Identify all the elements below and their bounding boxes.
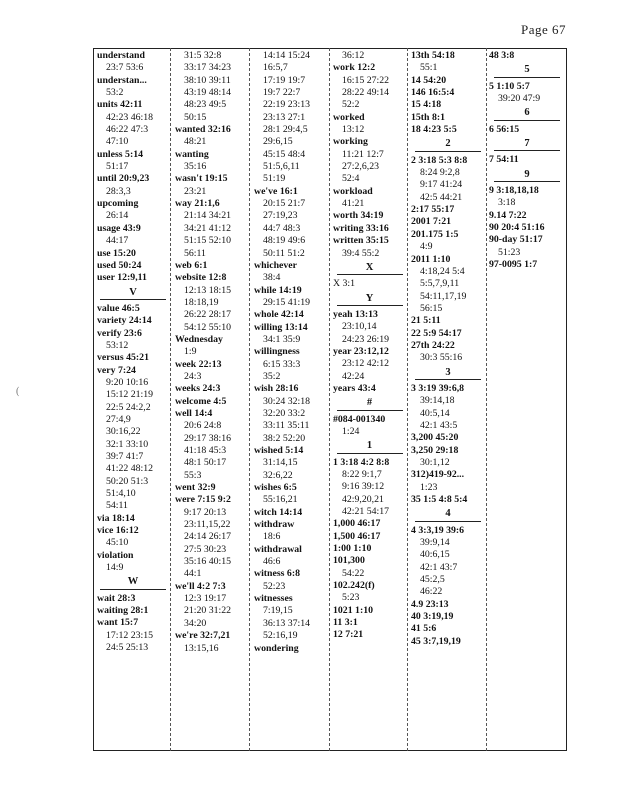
index-term: 6 56:15: [489, 123, 520, 135]
index-reference: 42:1 43:5: [420, 419, 458, 431]
index-term: 15 4:18: [411, 99, 442, 111]
section-rule: [337, 410, 403, 411]
index-term: writing 33:16: [333, 222, 389, 234]
index-reference: 11:21 12:7: [342, 148, 384, 160]
index-reference: 50:20 51:3: [106, 475, 149, 487]
index-term: 90 20:4 51:16: [489, 222, 545, 234]
section-rule: [494, 181, 560, 182]
index-term: 9 3:18,18,18: [489, 185, 539, 197]
index-reference: 29:15 41:19: [263, 296, 311, 308]
section-letter-label: 3: [445, 366, 451, 378]
index-term: use 15:20: [97, 247, 136, 259]
index-reference: 39:20 47:9: [498, 93, 541, 105]
index-term: waiting 28:1: [97, 605, 149, 617]
index-term: 12 7:21: [333, 629, 364, 641]
section-rule: [337, 305, 403, 306]
index-term: witnesses: [254, 593, 293, 605]
margin-mark: (: [16, 386, 20, 397]
section-letter-label: 9: [524, 168, 530, 180]
index-reference: 31:5 32:8: [184, 50, 222, 61]
index-reference: 14:14 15:24: [263, 50, 311, 61]
index-reference: 51:23: [498, 246, 521, 258]
index-reference: 53:2: [106, 87, 124, 99]
section-letter: [411, 367, 485, 380]
index-reference: 42:23 46:18: [106, 111, 154, 123]
index-reference: 15:12 21:19: [106, 389, 154, 401]
index-reference: 30:1,12: [420, 457, 450, 468]
index-reference: 43:19 48:14: [184, 87, 232, 99]
index-reference: 3:18: [498, 197, 516, 209]
index-reference: 34:20: [184, 617, 207, 629]
index-term: usage 43:9: [97, 222, 141, 234]
index-reference: 51:4,10: [106, 488, 136, 500]
index-reference: 40:6,15: [420, 549, 450, 561]
index-reference: 29:6,15: [263, 136, 293, 148]
index-term: wanting: [175, 148, 209, 160]
index-reference: 5:23: [342, 592, 360, 604]
index-term: value 46:5: [97, 302, 140, 314]
index-term: 90-day 51:17: [489, 234, 543, 246]
column-divider: [407, 48, 408, 751]
index-reference: 23:13 27:1: [263, 111, 306, 123]
index-reference: 56:11: [184, 247, 206, 259]
index-reference: 9:17 41:24: [420, 179, 463, 191]
index-reference: 23:7 53:6: [106, 62, 144, 74]
index-term: 201.175 1:5: [411, 228, 459, 240]
index-reference: 33:11 35:11: [263, 420, 310, 432]
index-reference: 35:2: [263, 370, 281, 382]
page-label: Page 67: [520, 22, 566, 37]
index-reference: 24:5 25:13: [106, 642, 149, 654]
index-term: wishes 6:5: [254, 482, 297, 494]
index-term: #084-001340: [333, 413, 386, 425]
index-term: 3 3:19 39:6,8: [411, 382, 465, 394]
index-reference: 46:22 47:3: [106, 124, 149, 136]
index-reference: 36:12: [342, 50, 365, 61]
index-term: 146 16:5:4: [411, 87, 455, 99]
section-letter-label: 2: [445, 138, 451, 150]
index-reference: 7:19,15: [263, 605, 293, 617]
index-reference: 52:4: [342, 173, 360, 185]
index-reference: 28:3,3: [106, 185, 131, 197]
index-reference: 52:2: [342, 99, 360, 111]
index-term: 4 3:3,19 39:6: [411, 524, 465, 536]
section-letter: [489, 138, 565, 151]
index-reference: 34:21 41:12: [184, 222, 232, 234]
index-reference: 26:14: [106, 210, 129, 222]
index-reference: 42:9,20,21: [342, 493, 384, 505]
index-reference: 24:14 26:17: [184, 531, 232, 543]
index-reference: 35:16: [184, 161, 207, 173]
index-reference: 52:16,19: [263, 630, 298, 642]
index-reference: 21:14 34:21: [184, 210, 232, 222]
index-reference: 46:22: [420, 586, 443, 598]
index-reference: 48:19 49:6: [263, 235, 306, 247]
index-reference: 34:1 35:9: [263, 333, 301, 345]
index-term: understand: [97, 50, 145, 61]
index-reference: 48:23 49:5: [184, 99, 227, 111]
index-column-4: [333, 50, 406, 750]
index-reference: 17:12 23:15: [106, 629, 154, 641]
index-reference: 27:2,6,23: [342, 161, 380, 173]
index-term: verify 23:6: [97, 327, 142, 339]
index-term: vice 16:12: [97, 525, 139, 537]
index-term: week 22:13: [175, 358, 222, 370]
index-reference: 16:15 27:22: [342, 74, 390, 86]
section-letter-label: 5: [524, 64, 530, 76]
index-term: 18 4:23 5:5: [411, 124, 457, 136]
index-term: via 18:14: [97, 512, 135, 524]
index-term: user 12:9,11: [97, 272, 147, 284]
index-term: units 42:11: [97, 99, 143, 111]
index-reference: 20:15 21:7: [263, 198, 306, 210]
index-term: 1 3:18 4:2 8:8: [333, 456, 390, 468]
section-letter: [411, 508, 485, 521]
index-term: willing 13:14: [254, 321, 308, 333]
section-letter: [333, 262, 406, 275]
section-letter: [411, 138, 485, 151]
index-reference: 8:24 9:2,8: [420, 167, 460, 179]
index-reference: 54:22: [342, 567, 365, 579]
index-reference: 54:11: [106, 500, 128, 512]
index-term: 2011 1:10: [411, 253, 451, 265]
index-reference: 41:21: [342, 198, 365, 210]
section-letter-label: X: [365, 261, 374, 273]
index-reference: 39:4 55:2: [342, 247, 380, 259]
index-reference: 35:16 40:15: [184, 556, 232, 568]
index-term: Wednesday: [175, 333, 223, 345]
index-reference: 30:16,22: [106, 426, 141, 438]
index-term: yeah 13:13: [333, 308, 378, 320]
index-term: 1,500 46:17: [333, 530, 381, 542]
index-term: 15th 8:1: [411, 111, 446, 123]
index-term: 5 1:10 5:7: [489, 80, 530, 92]
index-term: variety 24:14: [97, 315, 152, 327]
section-rule: [494, 120, 560, 121]
index-reference: 17:19 19:7: [263, 74, 306, 86]
index-term: website 12:8: [175, 272, 227, 284]
index-term: working: [333, 136, 368, 148]
index-term: want 15:7: [97, 617, 139, 629]
index-reference: 32:20 33:2: [263, 407, 306, 419]
index-term: 9.14 7:22: [489, 209, 527, 221]
index-term: 11 3:1: [333, 617, 358, 629]
index-reference: 55:3: [184, 469, 202, 481]
index-term: we've 16:1: [254, 185, 298, 197]
index-term: 13th 54:18: [411, 50, 455, 61]
index-reference: 45:10: [106, 537, 129, 549]
index-term: withdrawal: [254, 543, 302, 555]
index-reference: 12:3 19:17: [184, 593, 227, 605]
section-letter-label: W: [127, 576, 139, 588]
index-term: worth 34:19: [333, 210, 384, 222]
index-term: 4.9 23:13: [411, 598, 449, 610]
index-reference: 53:12: [106, 339, 129, 351]
column-divider: [329, 48, 330, 751]
section-letter-label: 1: [366, 440, 373, 452]
index-reference: 31:14,15: [263, 457, 298, 469]
index-reference: 47:10: [106, 136, 129, 148]
index-reference: 54:12 55:10: [184, 321, 232, 333]
index-column-3: [254, 50, 328, 750]
index-term: years 43:4: [333, 382, 376, 394]
index-reference: 13:12: [342, 124, 365, 136]
index-term: 3,200 45:20: [411, 432, 459, 444]
index-reference: 38:4: [263, 272, 281, 284]
index-reference: 38:10 39:11: [184, 74, 231, 86]
index-term: used 50:24: [97, 259, 142, 271]
index-reference: 33:17 34:23: [184, 62, 232, 74]
index-reference: 39:14,18: [420, 395, 455, 407]
index-term: wish 28:16: [254, 383, 299, 395]
index-reference: 18:18,19: [184, 296, 219, 308]
index-reference: 6:15 33:3: [263, 358, 301, 370]
index-term: wanted 32:16: [175, 124, 231, 136]
index-reference: 54:11,17,19: [420, 290, 467, 302]
index-term: web 6:1: [175, 259, 208, 271]
index-term: 101,300: [333, 555, 365, 567]
index-reference: 41:18 45:3: [184, 445, 227, 456]
section-letter: [489, 64, 565, 77]
index-reference: 44:17: [106, 235, 129, 247]
index-reference: 27:5 30:23: [184, 543, 227, 555]
index-term: were 7:15 9:2: [175, 494, 231, 506]
index-term: wondering: [254, 642, 299, 654]
section-letter-label: 6: [524, 107, 530, 119]
section-letter: [97, 287, 169, 300]
index-reference: 1:24: [342, 425, 360, 437]
index-reference: 23:12 42:12: [342, 358, 390, 370]
index-term: 2 3:18 5:3 8:8: [411, 154, 468, 166]
index-column-5: [411, 50, 485, 750]
index-term: 1,000 46:17: [333, 518, 381, 530]
index-reference: 23:11,15,22: [184, 519, 231, 531]
section-letter: [333, 293, 406, 306]
index-term: year 23:12,12: [333, 345, 389, 357]
index-term: 40 3:19,19: [411, 611, 454, 623]
index-term: willingness: [254, 346, 300, 358]
index-term: witch 14:14: [254, 506, 303, 518]
section-letter: [333, 440, 406, 453]
index-reference: 18:6: [263, 531, 281, 543]
index-reference: 51:19: [263, 173, 286, 185]
index-reference: 51:17: [106, 161, 129, 173]
index-reference: 32:1 33:10: [106, 438, 149, 450]
index-reference: 42:5 44:21: [420, 191, 463, 203]
index-term: wait 28:3: [97, 592, 136, 604]
index-reference: 24:3: [184, 370, 202, 382]
index-term: 21 5:11: [411, 315, 441, 327]
index-term: 3,250 29:18: [411, 444, 459, 456]
index-term: 1:00 1:10: [333, 543, 372, 555]
section-rule: [415, 151, 481, 152]
section-rule: [415, 521, 481, 522]
index-term: until 20:9,23: [97, 173, 150, 185]
section-letter-label: 7: [524, 138, 530, 150]
index-term: 14 54:20: [411, 74, 447, 86]
index-term: welcome 4:5: [175, 395, 227, 407]
section-rule: [100, 589, 166, 590]
index-reference: 14:9: [106, 562, 124, 574]
index-reference: X 3:1: [333, 278, 356, 290]
index-reference: 42:21 54:17: [342, 506, 390, 518]
section-letter-label: Y: [365, 292, 374, 304]
section-letter-label: #: [366, 397, 373, 409]
index-reference: 1:9: [184, 346, 197, 358]
section-letter: [333, 397, 406, 410]
index-reference: 42:24: [342, 370, 365, 382]
index-reference: 46:6: [263, 556, 281, 568]
index-reference: 29:17 38:16: [184, 432, 232, 444]
section-rule: [100, 299, 166, 300]
index-term: 2:17 55:17: [411, 204, 455, 216]
index-reference: 45:2,5: [420, 574, 445, 586]
index-reference: 45:15 48:4: [263, 148, 306, 160]
index-reference: 19:7 22:7: [263, 87, 301, 99]
index-reference: 1:23: [420, 481, 438, 493]
index-term: withdraw: [254, 519, 295, 531]
index-reference: 24:23 26:19: [342, 333, 390, 345]
index-reference: 9:20 10:16: [106, 376, 149, 388]
section-letter-label: 4: [445, 508, 451, 520]
index-reference: 23:10,14: [342, 321, 377, 333]
index-reference: 28:1 29:4,5: [263, 124, 308, 136]
index-reference: 9:17 20:13: [184, 506, 227, 518]
index-reference: 23:21: [184, 185, 207, 197]
index-term: way 21:1,6: [175, 198, 220, 210]
index-reference: 56:15: [420, 302, 443, 314]
index-reference: 9:16 39:12: [342, 481, 385, 493]
section-rule: [337, 274, 403, 275]
index-reference: 22:19 23:13: [263, 99, 311, 111]
index-reference: 42:1 43:7: [420, 561, 458, 573]
index-reference: 55:16,21: [263, 494, 298, 506]
section-letter: [489, 169, 565, 182]
index-term: whole 42:14: [254, 309, 304, 321]
index-term: witness 6:8: [254, 568, 300, 580]
index-reference: 48:1 50:17: [184, 457, 227, 469]
index-reference: 12:13 18:15: [184, 284, 232, 296]
index-term: 312)419-92...: [411, 469, 465, 481]
section-letter-label: V: [129, 286, 137, 298]
index-term: violation: [97, 549, 134, 561]
index-column-6: [489, 50, 565, 750]
index-reference: 5:5,7,9,11: [420, 278, 460, 290]
index-term: versus 45:21: [97, 352, 149, 364]
index-term: we'll 4:2 7:3: [175, 580, 226, 592]
index-reference: 38:2 52:20: [263, 432, 306, 444]
index-reference: 8:22 9:1,7: [342, 469, 382, 480]
index-term: worked: [333, 111, 365, 123]
index-reference: 20:6 24:8: [184, 420, 222, 432]
index-reference: 51:5,6,11: [263, 161, 300, 173]
index-term: weeks 24:3: [175, 383, 221, 395]
index-term: written 35:15: [333, 235, 389, 247]
index-term: 102.242(f): [333, 580, 375, 592]
index-term: 41 5:6: [411, 623, 437, 635]
index-term: 48 3:8: [489, 50, 515, 61]
column-divider: [170, 48, 171, 751]
index-term: we're 32:7,21: [175, 630, 231, 642]
index-term: wasn't 19:15: [175, 173, 228, 185]
section-letter: [97, 576, 169, 589]
index-term: very 7:24: [97, 364, 136, 376]
index-term: 22 5:9 54:17: [411, 327, 462, 339]
index-term: understan...: [97, 74, 147, 86]
index-reference: 39:7 41:7: [106, 451, 144, 462]
section-rule: [337, 453, 403, 454]
index-term: wished 5:14: [254, 445, 304, 456]
index-term: 45 3:7,19,19: [411, 635, 461, 647]
index-reference: 40:5,14: [420, 407, 450, 419]
index-reference: 36:13 37:14: [263, 617, 311, 629]
index-reference: 30:3 55:16: [420, 352, 463, 364]
index-reference: 41:22 48:12: [106, 463, 154, 475]
index-reference: 4:18,24 5:4: [420, 265, 465, 277]
index-term: 1021 1:10: [333, 604, 374, 616]
index-reference: 32:6,22: [263, 469, 293, 481]
index-reference: 30:24 32:18: [263, 395, 311, 407]
index-reference: 51:15 52:10: [184, 235, 232, 247]
index-term: upcoming: [97, 198, 139, 210]
index-reference: 55:1: [420, 62, 438, 74]
column-divider: [249, 48, 250, 751]
section-letter: [489, 107, 565, 120]
index-term: unless 5:14: [97, 148, 143, 160]
column-divider: [486, 48, 487, 751]
index-reference: 13:15,16: [184, 642, 219, 654]
index-term: workload: [333, 185, 373, 197]
index-column-2: [175, 50, 248, 750]
section-rule: [494, 150, 560, 151]
index-reference: 4:9: [420, 241, 433, 253]
section-rule: [494, 77, 560, 78]
index-term: work 12:2: [333, 62, 376, 74]
section-rule: [415, 379, 481, 380]
index-reference: 22:5 24:2,2: [106, 401, 151, 413]
index-column-1: [97, 50, 169, 750]
index-reference: 27:4,9: [106, 413, 131, 425]
index-reference: 28:22 49:14: [342, 87, 390, 99]
index-term: 7 54:11: [489, 154, 519, 166]
index-term: 97-0095 1:7: [489, 259, 538, 271]
index-term: whichever: [254, 259, 297, 271]
index-reference: 39:9,14: [420, 537, 450, 549]
index-reference: 21:20 31:22: [184, 605, 232, 617]
index-term: while 14:19: [254, 284, 302, 296]
index-reference: 26:22 28:17: [184, 309, 232, 321]
index-term: well 14:4: [175, 407, 213, 419]
index-term: went 32:9: [175, 482, 216, 494]
index-reference: 48:21: [184, 136, 207, 148]
index-reference: 16:5,7: [263, 62, 288, 74]
index-reference: 44:1: [184, 568, 202, 580]
index-term: 35 1:5 4:8 5:4: [411, 494, 468, 506]
index-reference: 44:7 48:3: [263, 222, 301, 234]
index-reference: 52:23: [263, 580, 286, 592]
index-term: 27th 24:22: [411, 339, 455, 351]
index-term: 2001 7:21: [411, 216, 452, 228]
index-reference: 27:19,23: [263, 210, 298, 222]
index-reference: 50:11 51:2: [263, 247, 305, 259]
index-reference: 50:15: [184, 111, 207, 123]
